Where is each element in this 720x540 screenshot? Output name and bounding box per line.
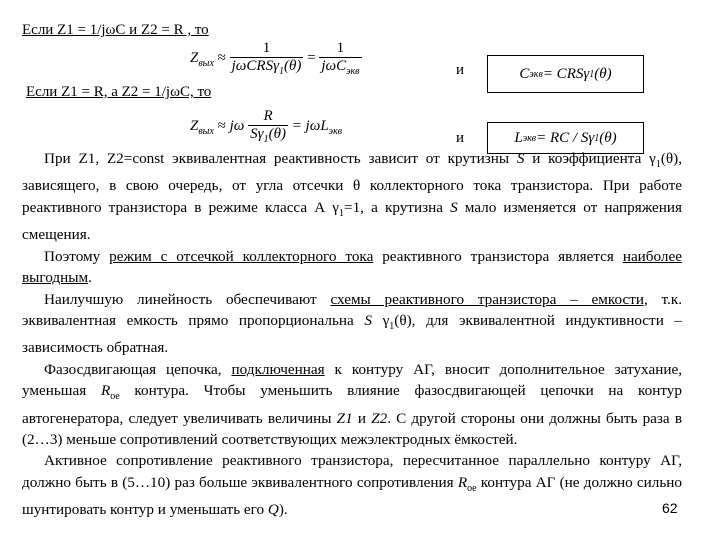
boxed-formula-leq: L экв = RC / Sγ 1 (θ): [487, 122, 644, 154]
formula2-lhs: $Z_{вых}$: [190, 117, 214, 137]
paragraph-linearity: Наилучшую линейность обеспечивают схемы реактивного транзистора – емкости, т.к. эквивалентная емкость прямо пропорциональна S $\gamma_1(\theta)$, для эквивалентной индуктивности – зависимость обратная.: [22, 290, 683, 357]
paragraph-active-resistance: Активное сопротивление реактивного транзистора, пересчитанное параллельно контуру АГ, должно быть в (5…10) раз больше эквивалентного сопротивления $R_{oe}$ контура АГ (не должно сильно шунтировать контур и уменьшать его Q).: [22, 452, 682, 519]
case1-condition: Если Z1 = 1/jωC и Z2 = R , то: [22, 22, 209, 38]
paragraph-phase-shift: Фазосдвигающая цепочка, подключенная к контуру АГ, вносит дополнительное затухание, уменьшая $R_{oe}$ контура. Чтобы уменьшить влияние фазосдвигающей цепочки на контур автогенератора, следует увеличивать величины Z1 и Z2. С другой стороны они должны быть раза в (2…3) меньше сопротивлений соответствующих межэлектродных ёмкостей.: [22, 360, 682, 448]
formula2-approx: ≈: [217, 117, 226, 134]
formula1-fraction1: $\frac{1}{j\omega CRS\gamma_1(\theta)}$: [231, 40, 302, 77]
and-word-1: и: [456, 62, 465, 78]
formula1-approx: ≈: [217, 49, 226, 66]
case2-condition: Если Z1 = R, а Z2 = 1/jωC, то: [26, 84, 212, 100]
page-number: 62: [662, 500, 678, 516]
formula2-rhs: = jωL$_{экв}$: [291, 117, 343, 137]
paragraph-transconductance: При Z1, Z2=const эквивалентная реактивность зависит от крутизны S и коэффициента $\gamma_1(\theta)$, зависящего, в свою очередь, от угла отсечки θ коллекторного тока транзистора. При работе реактивного транзистора в режиме класса А $\gamma_1=1$, а крутизна S мало изменяется от напряжения смещения.: [22, 150, 683, 244]
boxed-formula-ceq: C экв = CRSγ 1 (θ): [487, 55, 644, 93]
formula-zout-inductive: [190, 108, 342, 145]
body-text: [22, 148, 682, 521]
formula1-fraction2: $\frac{1}{j\omega C_{экв}}$: [321, 40, 360, 77]
formula2-fraction: $\frac{R}{S\gamma_1(\theta)}$: [250, 108, 286, 145]
formula-zout-capacitive: [190, 40, 362, 77]
formula2-pre: jω: [229, 117, 245, 134]
and-word-2: и: [456, 130, 465, 146]
formula1-eq: =: [307, 49, 316, 66]
paragraph-cutoff-mode: Поэтому режим с отсечкой коллекторного тока реактивного транзистора является наиболее выгодным.: [22, 247, 682, 287]
formula1-lhs: $Z_{вых}$: [190, 49, 214, 69]
